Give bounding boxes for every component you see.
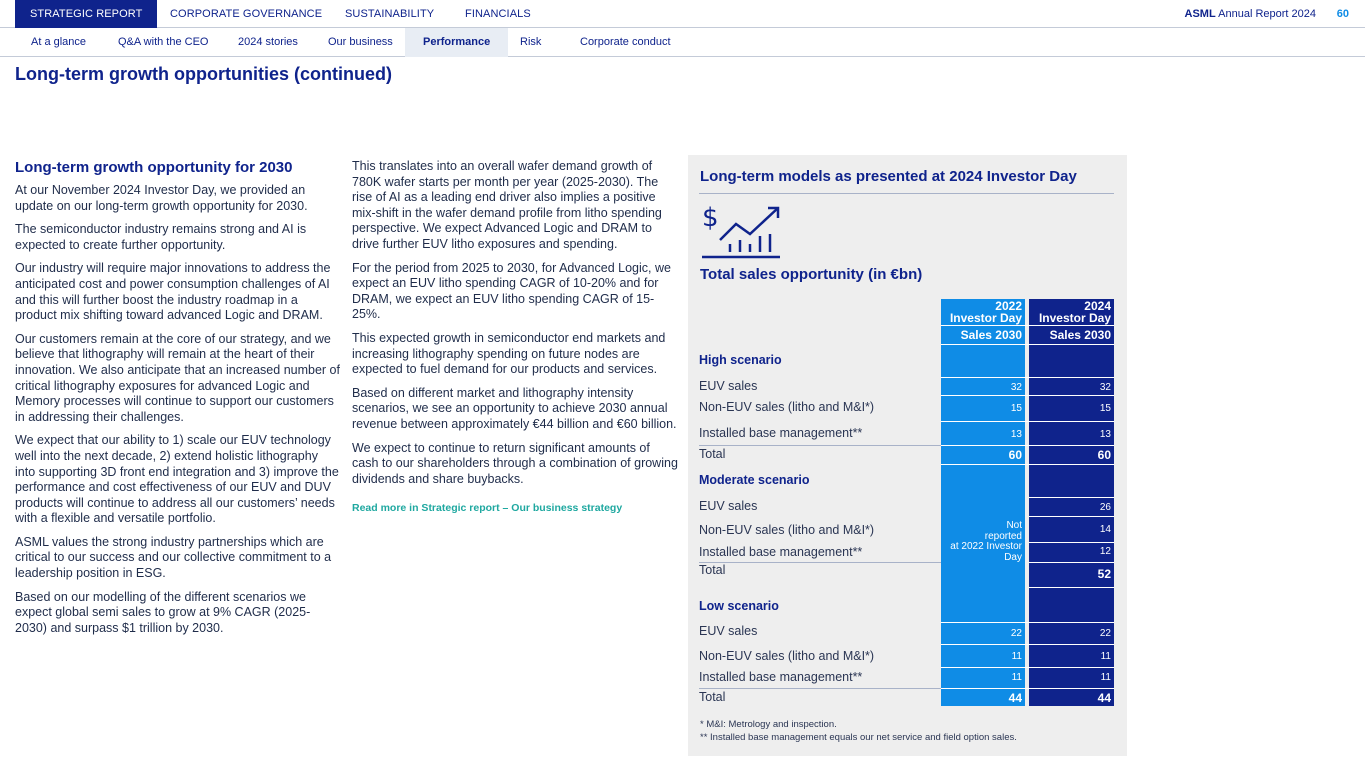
total-2022: 44 <box>1008 691 1022 705</box>
long-term-models-panel <box>688 155 1127 756</box>
not-reported-line: reported <box>984 530 1022 542</box>
value-2024: 15 <box>1099 403 1111 414</box>
value-2022: 11 <box>1011 651 1022 662</box>
header-separator <box>941 325 1114 326</box>
header-2022-year: 2022 <box>995 299 1022 313</box>
value-2022: 22 <box>1010 628 1022 639</box>
report-name: Annual Report 2024 <box>1218 8 1316 20</box>
read-more-link[interactable]: Read more in Strategic report – Our business strategy <box>352 502 623 515</box>
middle-column <box>352 159 678 517</box>
panel-title: Long-term models as presented at 2024 Investor Day <box>700 168 1077 185</box>
row-separator <box>941 688 1114 689</box>
row-separator <box>1029 542 1114 543</box>
tab-financials[interactable]: FINANCIALS <box>465 8 531 20</box>
dollar-growth-chart-icon <box>700 200 784 260</box>
scenario-heading-low: Low scenario <box>699 599 779 613</box>
value-2024: 13 <box>1099 429 1111 440</box>
subtab-our-business[interactable]: Our business <box>328 36 393 48</box>
value-2024: 32 <box>1099 382 1111 393</box>
paragraph: This expected growth in semiconductor end markets and increasing lithography spending on future nodes are expected to fuel demand for our products and services. <box>352 330 666 377</box>
value-2024: 14 <box>1099 524 1111 535</box>
svg-text:$: $ <box>702 203 719 233</box>
paragraph: Our industry will require major innovations to address the anticipated cost and power consumption challenges of AI and this will further boost the industry roadmap in a product mix shifting toward advanced Logic and DRAM. <box>15 261 331 323</box>
not-reported-line: Day <box>1004 551 1022 563</box>
row-separator <box>941 464 1114 465</box>
header-2022-investor-day: Investor Day <box>949 311 1022 325</box>
tab-corporate-governance[interactable]: CORPORATE GOVERNANCE <box>170 8 323 20</box>
footnote: * M&I: Metrology and inspection. <box>700 719 837 730</box>
section-heading: Long-term growth opportunity for 2030 <box>15 159 293 176</box>
paragraph: Based on our modelling of the different scenarios we expect global semi sales to grow at 9% CAGR (2025-2030) and surpass $1 trillion by 2030. <box>15 589 311 635</box>
not-reported-note <box>941 521 1022 563</box>
footnote: ** Installed base management equals our net service and field option sales. <box>700 732 1017 743</box>
panel-subtitle: Total sales opportunity (in €bn) <box>700 266 923 283</box>
paragraph: At our November 2024 Investor Day, we provided an update on our long-term growth opportunity for 2030. <box>15 183 308 213</box>
row-label: Non-EUV sales (litho and M&I*) <box>699 649 875 663</box>
scenario-heading-high: High scenario <box>699 353 782 367</box>
row-label: EUV sales <box>699 499 758 513</box>
header-2024-year: 2024 <box>1084 299 1111 313</box>
total-2024: 44 <box>1097 691 1111 705</box>
row-separator <box>1029 516 1114 517</box>
paragraph: The semiconductor industry remains strong and AI is expected to create further opportunity. <box>15 222 307 252</box>
paragraph: We expect to continue to return significant amounts of cash to our shareholders through a combination of growing dividends and share buybacks. <box>352 440 678 486</box>
row-separator <box>941 395 1114 396</box>
row-label: EUV sales <box>699 379 758 393</box>
tab-strategic-report[interactable]: STRATEGIC REPORT <box>15 0 157 28</box>
row-separator <box>941 644 1114 645</box>
left-column <box>15 159 341 644</box>
paragraph: ASML values the strong industry partnerships which are critical to our success and our collective commitment to a leadership position in ESG. <box>15 534 332 581</box>
subtab-corporate-conduct[interactable]: Corporate conduct <box>580 36 671 48</box>
value-2024: 22 <box>1099 628 1111 639</box>
paragraph: We expect that our ability to 1) scale our EUV technology well into the next decade, 2) extend holistic lithography into supporting 3D front end integration and 3) improve the performance and cost effectiveness of our EUV and DUV products will continue to address all our customers’ needs with a flexible and versatile portfolio. <box>15 433 339 526</box>
row-label: Total <box>699 690 726 704</box>
paragraph: Our customers remain at the core of our strategy, and we believe that lithography will remain at the heart of their innovation. We also anticipate that an increased number of critical lithography exposures for advanced Logic and Memory processes will continue to support our customers in addressing their challenges. <box>15 331 340 424</box>
paragraph: Based on different market and lithography intensity scenarios, we see an opportunity to achieve 2030 annual revenue between approximately €44 billion and €60 billion. <box>352 385 677 431</box>
report-title <box>1185 0 1316 29</box>
subtab-qa-ceo[interactable]: Q&A with the CEO <box>118 36 209 48</box>
page-title: Long-term growth opportunities (continued) <box>15 64 392 84</box>
total-2024: 52 <box>1097 567 1111 581</box>
subtab-risk[interactable]: Risk <box>520 36 542 48</box>
row-label: Installed base management** <box>699 670 863 684</box>
value-2022: 13 <box>1010 429 1022 440</box>
report-brand: ASML <box>1184 8 1216 20</box>
paragraph: This translates into an overall wafer demand growth of 780K wafer starts per month per year (2025-2030). The rise of AI as a leading end driver also implies a positive mix-shift in the wafer demand profile from litho spending perspective. We expect Advanced Logic and DRAM to drive further EUV litho exposures and spending. <box>352 159 662 251</box>
row-label: Installed base management** <box>699 426 863 440</box>
tab-sustainability[interactable]: SUSTAINABILITY <box>345 8 435 20</box>
total-rule <box>699 562 941 563</box>
total-2024: 60 <box>1097 448 1111 462</box>
row-separator <box>941 421 1114 422</box>
total-rule <box>699 445 941 446</box>
scenario-heading-moderate: Moderate scenario <box>699 473 810 487</box>
value-2024: 26 <box>1099 502 1111 513</box>
subtab-at-a-glance[interactable]: At a glance <box>31 36 87 48</box>
page-number: 60 <box>1336 8 1349 20</box>
panel-divider <box>699 193 1114 194</box>
value-2024: 11 <box>1100 672 1111 683</box>
subtab-2024-stories[interactable]: 2024 stories <box>238 36 298 48</box>
paragraph: For the period from 2025 to 2030, for Advanced Logic, we expect an EUV litho spending CAGR of 10-20% and for DRAM, we expect an EUV litho spending CAGR of 15-25%. <box>352 260 671 322</box>
row-label: EUV sales <box>699 624 758 638</box>
not-reported-line: Not <box>1006 520 1022 531</box>
total-rule <box>699 688 941 689</box>
header-separator <box>941 344 1114 345</box>
row-separator <box>1029 497 1114 498</box>
header-2022-sales: Sales 2030 <box>960 328 1022 342</box>
top-nav <box>0 0 1365 28</box>
row-separator <box>1029 587 1114 588</box>
header-2024-investor-day: Investor Day <box>1038 311 1111 325</box>
row-separator <box>941 622 1114 623</box>
row-separator <box>1029 562 1114 563</box>
row-separator <box>941 667 1114 668</box>
row-separator <box>941 445 1114 446</box>
subtab-performance[interactable]: Performance <box>405 28 508 57</box>
row-label: Total <box>699 563 726 577</box>
row-separator <box>941 377 1114 378</box>
row-label: Non-EUV sales (litho and M&I*) <box>699 400 875 414</box>
value-2024: 11 <box>1100 651 1111 662</box>
value-2022: 32 <box>1010 382 1022 393</box>
total-2022: 60 <box>1008 448 1022 462</box>
value-2022: 11 <box>1011 672 1022 683</box>
not-reported-line: at 2022 Investor <box>950 541 1022 552</box>
header-2024-sales: Sales 2030 <box>1049 328 1111 342</box>
value-2024: 12 <box>1099 546 1111 557</box>
row-label: Non-EUV sales (litho and M&I*) <box>699 523 875 537</box>
sub-nav <box>0 28 1365 57</box>
value-2022: 15 <box>1010 403 1022 414</box>
row-label: Installed base management** <box>699 545 863 559</box>
row-label: Total <box>699 447 726 461</box>
